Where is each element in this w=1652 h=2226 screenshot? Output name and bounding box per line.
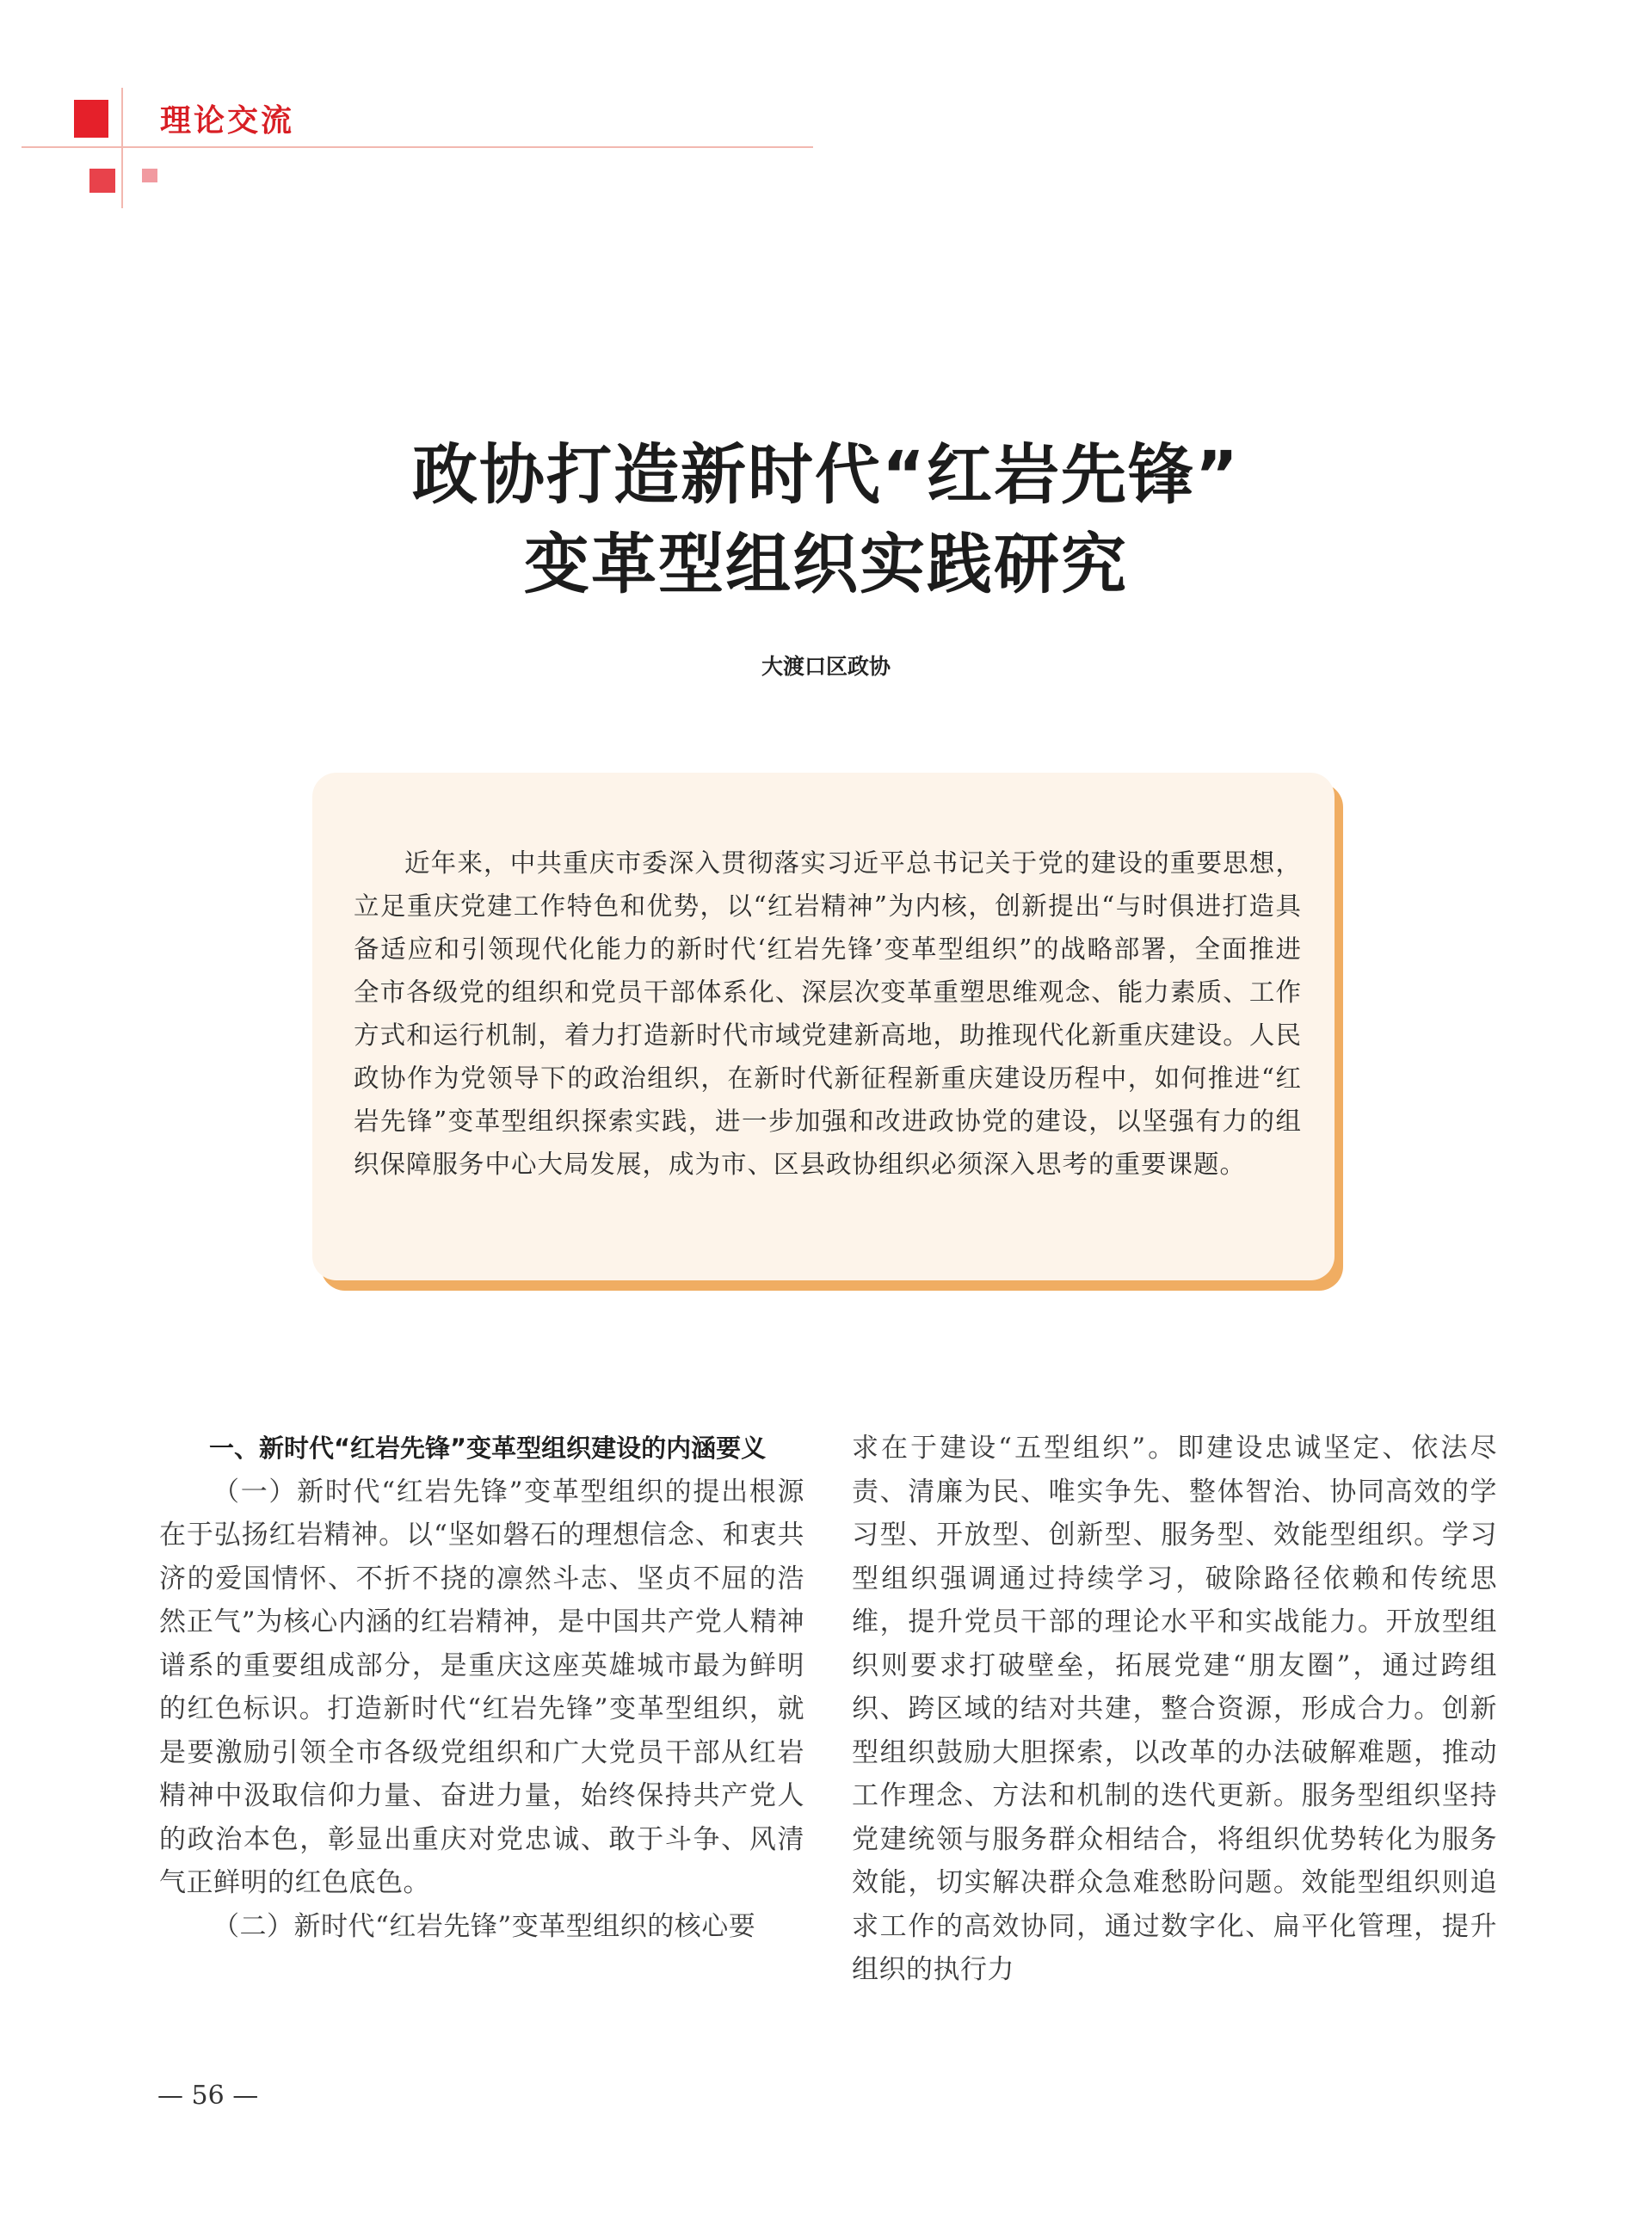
section-label: 理论交流	[160, 103, 295, 139]
abstract-box	[312, 773, 1335, 1280]
article-author: 大渡口区政协	[761, 654, 891, 679]
article-title-line-1: 政协打造新时代“红岩先锋”	[412, 436, 1240, 513]
body-column-left	[159, 1427, 804, 1948]
abstract-text: 近年来，中共重庆市委深入贯彻落实习近平总书记关于党的建设的重要思想，立足重庆党建工作特色和优势，以“红岩精神”为内核，创新提出“与时俱进打造具备适应和引领现代化能力的新时代‘红岩先锋’变革型组织”的战略部署，全面推进全市各级党的组织和党员干部体系化、深层次变革重塑思维观念、能力素质、工作方式和运行机制，着力打造新时代市域党建新高地，助推现代化新重庆建设。人民政协作为党领导下的政治组织，在新时代新征程新重庆建设历程中，如何推进“红岩先锋”变革型组织探索实践，进一步加强和改进政协党的建设，以坚强有力的组织保障服务中心大局发展，成为市、区县政协组织必须深入思考的重要课题。	[354, 848, 1302, 1179]
body-paragraph-2-continued: 求在于建设“五型组织”。即建设忠诚坚定、依法尽责、清廉为民、唯实争先、整体智治、协同高效的学习型、开放型、创新型、服务型、效能型组织。学习型组织强调通过持续学习，破除路径依赖和传统思维，提升党员干部的理论水平和实战能力。开放型组织则要求打破壁垒，拓展党建“朋友圈”，通过跨组织、跨区域的结对共建，整合资源，形成合力。创新型组织鼓励大胆探索，以改革的办法破解难题，推动工作理念、方法和机制的迭代更新。服务型组织坚持党建统领与服务群众相结合，将组织优势转化为服务效能，切实解决群众急难愁盼问题。效能型组织则追求工作的高效协同，通过数字化、扁平化管理，提升组织的执行力	[852, 1433, 1497, 1985]
article-title-line-2: 变革型组织实践研究	[524, 526, 1128, 602]
header-square-small	[89, 169, 115, 193]
body-paragraph-2-start: （二）新时代“红岩先锋”变革型组织的核心要	[213, 1910, 756, 1942]
header-rule-vertical	[121, 88, 123, 208]
body-column-right	[852, 1427, 1497, 1992]
page-number: — 56 —	[157, 2081, 259, 2111]
article-title	[0, 430, 1652, 609]
header-square-tiny	[142, 169, 157, 182]
header-rule-horizontal	[22, 146, 813, 148]
body-paragraph-1: （一）新时代“红岩先锋”变革型组织的提出根源在于弘扬红岩精神。以“坚如磐石的理想信念、和衷共济的爱国情怀、不折不挠的凛然斗志、坚贞不屈的浩然正气”为核心内涵的红岩精神，是中国共产党人精神谱系的重要组成部分，是重庆这座英雄城市最为鲜明的红色标识。打造新时代“红岩先锋”变革型组织，就是要激励引领全市各级党组织和广大党员干部从红岩精神中汲取信仰力量、奋进力量，始终保持共产党人的政治本色，彰显出重庆对党忠诚、敢于斗争、风清气正鲜明的红色底色。	[159, 1476, 804, 1898]
section-heading-1: 一、新时代“红岩先锋”变革型组织建设的内涵要义	[209, 1434, 767, 1463]
header-square-large	[74, 100, 108, 138]
